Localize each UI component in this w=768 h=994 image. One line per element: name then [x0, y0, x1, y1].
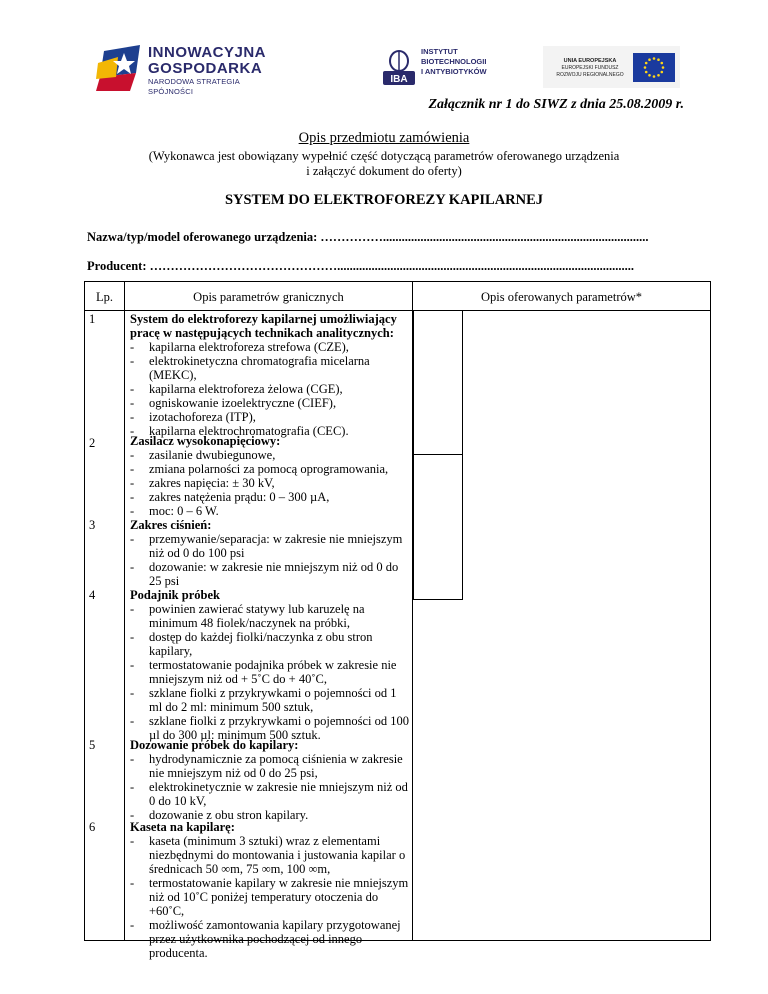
- table-row: [130, 434, 412, 518]
- table-row: [130, 820, 412, 960]
- eu-flag-icon: [633, 53, 675, 82]
- list-item: - kaseta (minimum 3 sztuki) wraz z elementami niezbędnymi do montowania i justowania kapilar o średnicach 50 ∞m, 75 ∞m, 100 ∞m,: [130, 834, 406, 876]
- row-number: 2: [89, 436, 96, 450]
- producer-field[interactable]: Producent: ………………………………………...............................................................................................: [87, 259, 634, 273]
- system-title: SYSTEM DO ELEKTROFOREZY KAPILARNEJ: [224, 192, 544, 208]
- iba-emblem-icon: [380, 49, 418, 87]
- list-item: - możliwość zamontowania kapilary przygotowanej przez użytkownika pochodzącej od innego producenta.: [130, 918, 401, 960]
- list-item: - dozowanie: w zakresie nie mniejszym niż od 0 do 25 psi: [130, 560, 399, 588]
- list-item: - kapilarna elektroforeza strefowa (CZE),: [130, 340, 349, 354]
- instruction-note: [0, 149, 768, 179]
- row-heading: Dozowanie próbek do kapilary:: [130, 738, 299, 752]
- iba-line3: I ANTYBIOTYKÓW: [421, 67, 487, 76]
- innowacyjna-gospodarka-logo: [96, 37, 266, 97]
- list-item: - kapilarna elektrochromatografia (CEC).: [130, 424, 349, 438]
- table-row: [130, 518, 412, 588]
- ig-logo-line2: GOSPODARKA: [148, 60, 263, 77]
- list-item: - termostatowanie podajnika próbek w zakresie nie mniejszym niż od + 5˚C do + 40˚C,: [130, 658, 397, 686]
- parameters-table: [84, 281, 711, 960]
- row-number: 1: [89, 312, 96, 326]
- row-heading: Zasilacz wysokonapięciowy:: [130, 434, 281, 448]
- list-item: - szklane fiolki z przykrywkami o pojemności od 100 µl do 300 µl: minimum 500 sztuk.: [130, 714, 410, 742]
- table-row: [130, 588, 412, 742]
- list-item: - powinien zawierać statywy lub karuzelę na minimum 48 fiolek/naczynek na próbki,: [130, 602, 365, 630]
- row-number: 5: [89, 738, 96, 752]
- attachment-label: Załącznik nr 1 do SIWZ z dnia 25.08.2009 r.: [428, 97, 684, 112]
- instruction-note-line2: i załączyć dokument do oferty): [306, 164, 462, 178]
- row-number: 6: [89, 820, 96, 834]
- document-title: Opis przedmiotu zamówienia: [298, 130, 470, 146]
- iba-mark: IBA: [390, 74, 408, 85]
- list-item: - ogniskowanie izoelektryczne (CIEF),: [130, 396, 337, 410]
- eu-line1: UNIA EUROPEJSKA: [563, 58, 617, 64]
- row-number: 4: [89, 588, 96, 602]
- list-item: - elektrokinetycznie w zakresie nie mniejszym niż od 0 do 10 kV,: [130, 780, 408, 808]
- iba-line1: INSTYTUT: [421, 47, 458, 56]
- row-heading: Zakres ciśnień:: [130, 518, 212, 532]
- device-name-field[interactable]: Nazwa/typ/model oferowanego urządzenia: …………….....................................................................................: [87, 230, 649, 244]
- list-item: - przemywanie/separacja: w zakresie nie mniejszym niż od 0 do 100 psi: [130, 532, 403, 560]
- row-heading: Kaseta na kapilarę:: [130, 820, 235, 834]
- list-item: - zakres napięcia: ± 30 kV,: [130, 476, 275, 490]
- list-item: - dostęp do każdej fiolki/naczynka z obu stron kapilary,: [130, 630, 373, 658]
- list-item: - elektrokinetyczna chromatografia micelarna (MEKC),: [130, 354, 370, 382]
- eu-logo: [543, 46, 680, 88]
- list-item: - moc: 0 – 6 W.: [130, 504, 219, 518]
- list-item: - termostatowanie kapilary w zakresie nie mniejszym niż od 10˚C poniżej temperatury otoczenia do +60˚C,: [130, 876, 409, 918]
- eu-line2: EUROPEJSKI FUNDUSZ: [561, 65, 619, 71]
- header-offered-params: Opis oferowanych parametrów*: [480, 290, 643, 304]
- header-lp: Lp.: [95, 290, 113, 304]
- row-number: 3: [89, 518, 96, 532]
- table-row: [130, 312, 412, 438]
- row-heading: System do elektroforezy kapilarnej umożliwiający pracę w następujących technikach analitycznych:: [130, 312, 397, 340]
- list-item: - kapilarna elektroforeza żelowa (CGE),: [130, 382, 343, 396]
- iba-line2: BIOTECHNOLOGII: [421, 57, 487, 66]
- list-item: - zasilanie dwubiegunowe,: [130, 448, 276, 462]
- offered-params-cell-2[interactable]: [413, 454, 463, 600]
- list-item: - dozowanie z obu stron kapilary.: [130, 808, 309, 822]
- list-item: - izotachoforeza (ITP),: [130, 410, 256, 424]
- table-row: [130, 738, 412, 822]
- list-item: - szklane fiolki z przykrywkami o pojemności od 1 ml do 2 ml: minimum 500 sztuk,: [130, 686, 397, 714]
- ig-logo-line3: NARODOWA STRATEGIA SPÓJNOŚCI: [148, 77, 240, 96]
- offered-params-cell-1[interactable]: [413, 310, 463, 455]
- list-item: - hydrodynamicznie za pomocą ciśnienia w zakresie nie mniejszym niż od 0 do 25 psi,: [130, 752, 403, 780]
- list-item: - zakres natężenia prądu: 0 – 300 µA,: [130, 490, 330, 504]
- ig-logo-line1: INNOWACYJNA: [148, 44, 267, 61]
- list-item: - zmiana polarności za pomocą oprogramowania,: [130, 462, 389, 476]
- eu-line3: ROZWOJU REGIONALNEGO: [556, 72, 624, 78]
- instruction-note-line1: (Wykonawca jest obowiązany wypełnić część dotyczącą parametrów oferowanego urządzenia: [148, 149, 620, 163]
- row-heading: Podajnik próbek: [130, 588, 220, 602]
- iba-logo: [380, 47, 500, 87]
- ig-star-emblem-icon: [96, 43, 144, 93]
- header-required-params: Opis parametrów granicznych: [193, 290, 344, 304]
